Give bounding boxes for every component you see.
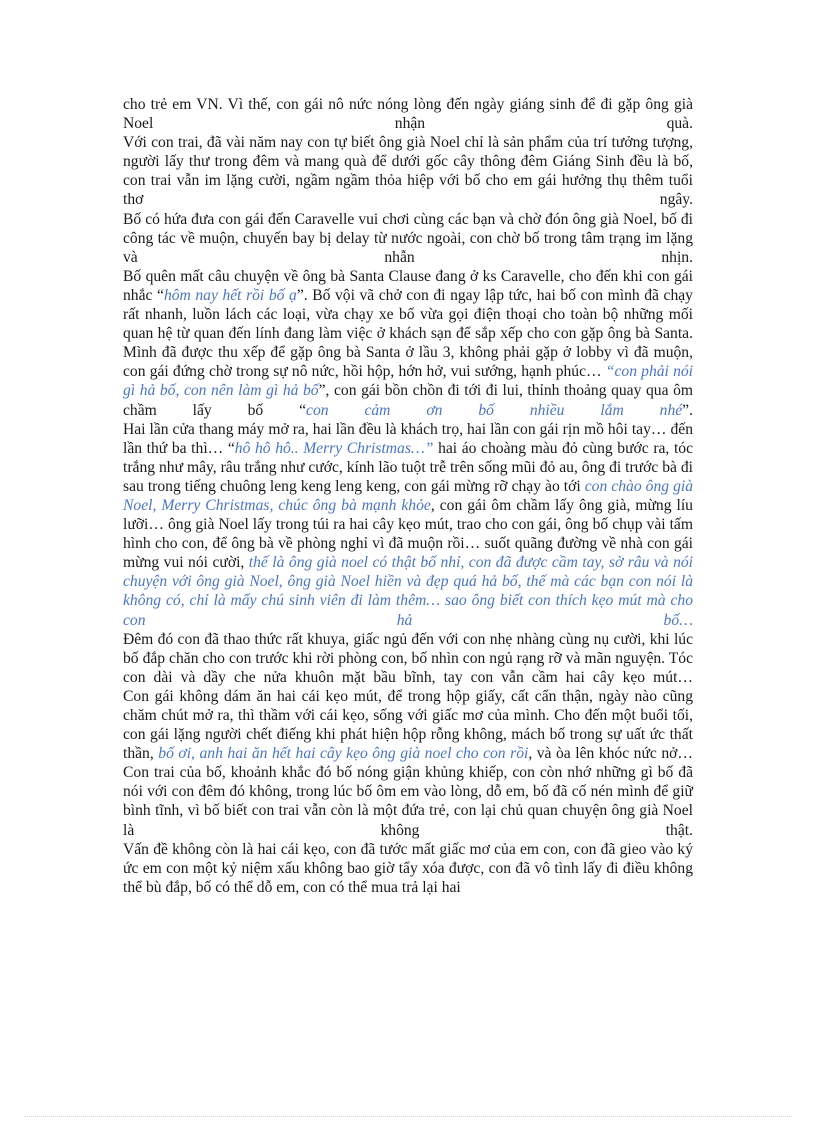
quoted-speech: con cảm ơn bố nhiều lắm nhé	[306, 401, 683, 419]
paragraph	[123, 420, 693, 630]
paragraph	[123, 687, 693, 763]
body-text: cho trẻ em VN. Vì thế, con gái nô nức nóng lòng đến ngày giáng sinh để đi gặp ông già Noel nhận quà.	[123, 96, 693, 133]
page-bottom-divider	[24, 1116, 792, 1117]
paragraph	[123, 267, 693, 343]
paragraph	[123, 763, 693, 839]
body-text: Mình đã được thu xếp để gặp ông bà Santa ở lầu 3, không phải gặp ở lobby vì đã muộn, con gái đứng chờ trong sự nô nức, hồi hộp, hớn hở, vui sướng, hạnh phúc…	[123, 344, 693, 381]
body-text: Con trai của bố, khoảnh khắc đó bố nóng giận khủng khiếp, con còn nhớ những gì bố đã nói với con đêm đó không, trong lúc bố ôm em vào lòng, dỗ em, bố đã cố nén mình để giữ bình tĩnh, vì bố biết con trai vẫn còn là một đứa trẻ, con lại chủ quan chuyện ông già Noel là không thật.	[123, 764, 693, 839]
body-text: Hai lần cửa thang máy mở ra, hai lần đều là khách trọ, hai lần con gái rịn mồ hôi tay… đến lần thứ ba thì… “	[123, 420, 693, 457]
paragraph	[123, 133, 693, 209]
paragraph	[123, 95, 693, 133]
body-text: , con gái ôm chầm lấy ông già, mừng líu lưỡi… ông già Noel lấy trong túi ra hai cây kẹo mút, trao cho con gái, ông bố chụp vài tấm hình cho con, để ông bà về phòng nghỉ vì đã muộn rồi… suốt quãng đường về nhà con gái mừng vui nói cười,	[123, 496, 693, 572]
body-text: hai áo choàng màu đỏ cùng bước ra, tóc trắng như mây, râu trắng như cước, kính lão tuột trễ trên sống mũi đỏ au, ông đi trước bà đi sau trong tiếng chuông leng keng leng keng, con gái mừng rỡ chạy ào tới	[123, 439, 693, 495]
quoted-speech: “con phải nói gì hả bố, con nên làm gì hả bố	[123, 363, 693, 400]
body-text: ”.	[682, 401, 693, 419]
body-text: Con gái không dám ăn hai cái kẹo mút, để trong hộp giấy, cất cẩn thận, ngày nào cũng chăm chút mở ra, thì thầm với cái kẹo, sống với giấc mơ của mình. Cho đến một buổi tối, con gái lặng người chết điếng khi phát hiện hộp rỗng không, mách bố trong sự uất ức thất thần,	[123, 687, 693, 763]
body-text: ”, con gái bồn chồn đi tới đi lui, thỉnh thoảng quay qua ôm chầm lấy bố “	[123, 382, 693, 419]
body-text: Với con trai, đã vài năm nay con tự biết ông già Noel chỉ là sản phẩm của trí tưởng tượng, người lấy thư trong đêm và mang quà để dưới gốc cây thông đêm Giáng Sinh đều là bố, con trai vẫn im lặng cười, ngầm ngầm thỏa hiệp với bố cho em gái hưởng thụ thêm tuổi thơ ngây.	[123, 134, 693, 209]
paragraph	[123, 343, 693, 419]
paragraph	[123, 630, 693, 687]
quoted-speech: bố ơi, anh hai ăn hết hai cây kẹo ông già noel cho con rồi	[158, 745, 529, 763]
body-text: ”. Bố vội vã chở con đi ngay lập tức, hai bố con mình đã chạy rất nhanh, luồn lách các loại, vừa chạy xe bố vừa gọi điện thoại cho toàn bộ những mối quan hệ từ quan đến lính đang làm việc ở khách sạn để sắp xếp cho con gặp ông bà Santa.	[123, 286, 693, 343]
quoted-speech: hô hô hô.. Merry Christmas…”	[234, 439, 434, 457]
quoted-speech: thế là ông già noel có thật bố nhỉ, con đã được cầm tay, sờ râu và nói chuyện với ông già Noel, ông già Noel hiền và đẹp quá hả bố, thế mà các bạn con nói là không có, chỉ là mấy chú sinh viên đi làm thêm… sao ông biết con thích kẹo mút mà cho con hả bố…	[123, 554, 693, 629]
body-text: Bố quên mất câu chuyện về ông bà Santa Clause đang ở ks Caravelle, cho đến khi con gái nhắc “	[123, 267, 693, 304]
quoted-speech: hôm nay hết rồi bố ạ	[163, 286, 297, 304]
body-text: , và òa lên khóc nức nở…	[528, 745, 693, 763]
body-text: Đêm đó con đã thao thức rất khuya, giấc ngủ đến với con nhẹ nhàng cùng nụ cười, khi lúc bố đắp chăn cho con trước khi rời phòng con, bố nhìn con ngủ rạng rỡ và mãn nguyện. Tóc con dài và dầy che nửa khuôn mặt bầu bĩnh, tay con vẫn cầm hai cây kẹo mút…	[123, 630, 693, 686]
body-text: Bố có hứa đưa con gái đến Caravelle vui chơi cùng các bạn và chờ đón ông già Noel, bố đi công tác về muộn, chuyến bay bị delay từ nước ngoài, con chờ bố trong tâm trạng im lặng và nhẫn nhịn.	[123, 210, 693, 266]
body-text: Vấn đề không còn là hai cái kẹo, con đã tước mất giấc mơ của em con, con đã gieo vào ký ức em con một kỷ niệm xấu không bao giờ tẩy xóa được, con đã vô tình lấy đi điều không thể bù đắp, bố có thể dỗ em, con có thể mua trả lại hai	[123, 840, 693, 896]
document-page	[123, 95, 693, 897]
paragraph	[123, 210, 693, 267]
quoted-speech: con chào ông già Noel, Merry Christmas, chúc ông bà mạnh khỏe	[123, 477, 693, 514]
paragraph	[123, 840, 693, 897]
